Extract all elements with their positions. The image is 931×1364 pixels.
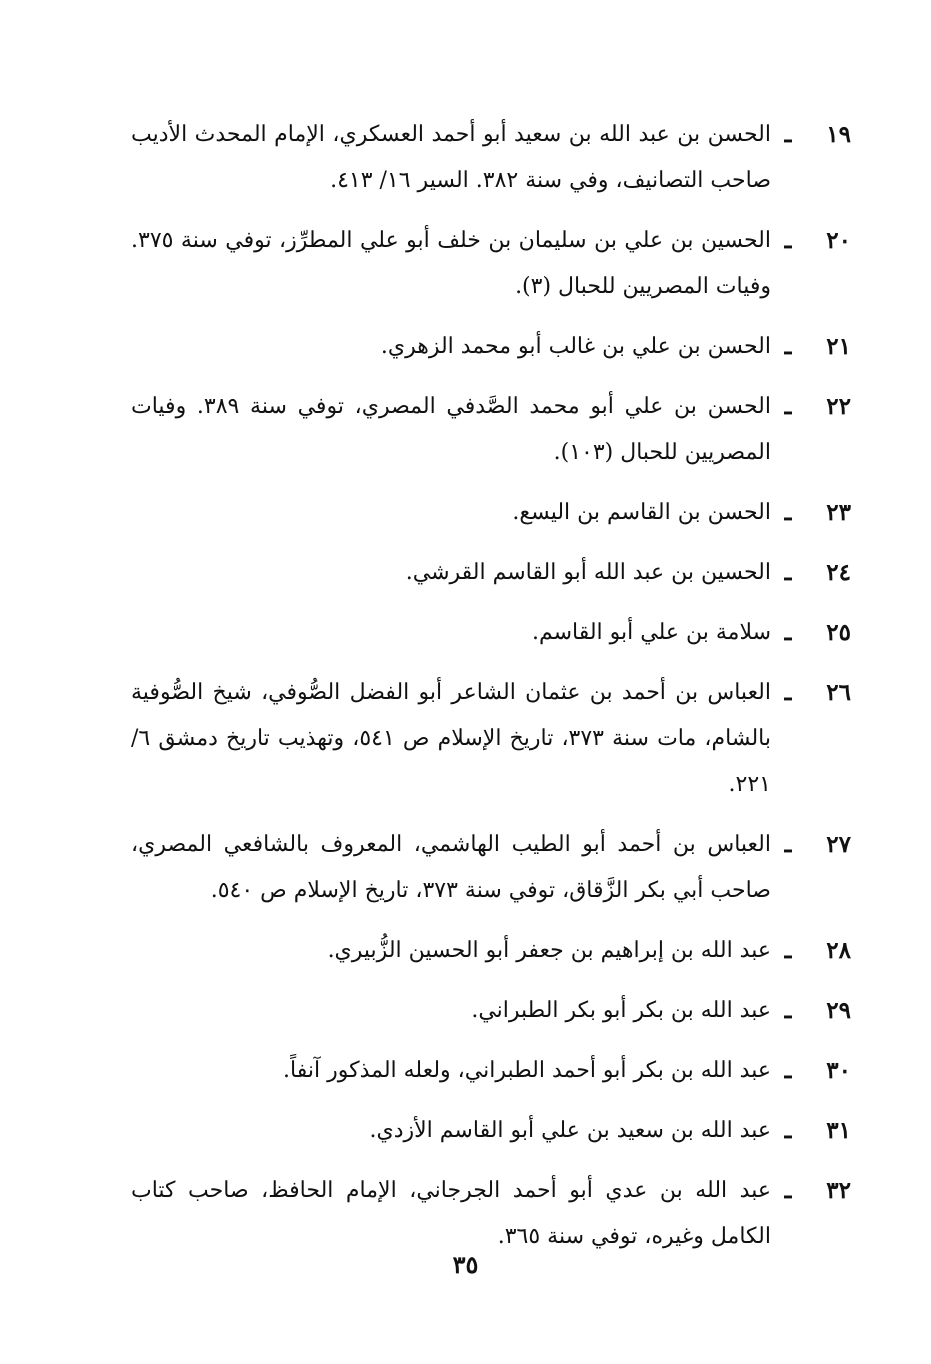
entry-separator: ـ xyxy=(784,997,792,1024)
entry-text: الحسن بن عبد الله بن سعيد أبو أحمد العسكري، الإمام المحدث الأديب صاحب التصانيف، وفي سنة ٣٨٢. السير ١٦/ ٤١٣. xyxy=(131,122,771,193)
entry-number: ٢١ xyxy=(826,333,851,360)
list-item xyxy=(131,490,851,536)
entry-text: العباس بن أحمد أبو الطيب الهاشمي، المعروف بالشافعي المصري، صاحب أبي بكر الزَّقاق، توفي سنة ٣٧٣، تاريخ الإسلام ص ٥٤٠. xyxy=(131,832,771,903)
entry-text: الحسين بن عبد الله أبو القاسم القرشي. xyxy=(405,560,771,585)
list-item xyxy=(131,324,851,370)
list-item xyxy=(131,610,851,656)
entry-number: ٢٣ xyxy=(826,499,851,526)
entry-number: ٢٨ xyxy=(826,937,851,964)
entry-number: ٣٢ xyxy=(826,1177,851,1204)
entry-number: ٢٩ xyxy=(826,997,851,1024)
list-item xyxy=(131,988,851,1034)
list-item xyxy=(131,112,851,204)
entry-separator: ـ xyxy=(784,121,792,148)
entry-separator: ـ xyxy=(784,559,792,586)
entry-number: ٢٢ xyxy=(826,393,851,420)
entry-text: الحسن بن علي بن غالب أبو محمد الزهري. xyxy=(380,334,771,359)
entry-separator: ـ xyxy=(784,227,792,254)
list-item xyxy=(131,1108,851,1154)
entry-number: ٢٥ xyxy=(826,619,851,646)
page-body xyxy=(131,112,851,1274)
list-item xyxy=(131,822,851,914)
entry-text: الحسين بن علي بن سليمان بن خلف أبو علي المطرِّز، توفي سنة ٣٧٥. وفيات المصريين للحبال (٣). xyxy=(131,228,771,299)
entry-separator: ـ xyxy=(784,619,792,646)
entry-separator: ـ xyxy=(784,1177,792,1204)
entry-text: الحسن بن القاسم بن اليسع. xyxy=(512,500,771,525)
entry-text: سلامة بن علي أبو القاسم. xyxy=(531,620,771,645)
entry-number: ٢٧ xyxy=(826,831,851,858)
list-item xyxy=(131,670,851,808)
list-item xyxy=(131,550,851,596)
entry-separator: ـ xyxy=(784,831,792,858)
entry-text: عبد الله بن إبراهيم بن جعفر أبو الحسين الزُّبيري. xyxy=(327,938,771,963)
page-number: ٣٥ xyxy=(452,1250,479,1279)
entry-text: عبد الله بن عدي أبو أحمد الجرجاني، الإمام الحافظ، صاحب كتاب الكامل وغيره، توفي سنة ٣٦٥. xyxy=(131,1178,771,1249)
entry-text: عبد الله بن سعيد بن علي أبو القاسم الأزدي. xyxy=(369,1118,771,1143)
entry-separator: ـ xyxy=(784,1057,792,1084)
entry-number: ٢٦ xyxy=(826,679,851,706)
entry-text: عبد الله بن بكر أبو بكر الطبراني. xyxy=(471,998,771,1023)
entry-text: عبد الله بن بكر أبو أحمد الطبراني، ولعله المذكور آنفاً. xyxy=(283,1058,771,1083)
entry-text: العباس بن أحمد بن عثمان الشاعر أبو الفضل الصُّوفي، شيخ الصُّوفية بالشام، مات سنة ٣٧٣، تاريخ الإسلام ص ٥٤١، وتهذيب تاريخ دمشق ٦/ ٢٢١. xyxy=(131,680,771,797)
entry-number: ٣١ xyxy=(826,1117,851,1144)
entry-separator: ـ xyxy=(784,499,792,526)
entry-separator: ـ xyxy=(784,937,792,964)
list-item xyxy=(131,928,851,974)
entry-number: ٣٠ xyxy=(826,1057,851,1084)
list-item xyxy=(131,1168,851,1260)
entry-number: ١٩ xyxy=(826,121,851,148)
entry-separator: ـ xyxy=(784,1117,792,1144)
list-item xyxy=(131,218,851,310)
entry-separator: ـ xyxy=(784,679,792,706)
list-item xyxy=(131,1048,851,1094)
list-item xyxy=(131,384,851,476)
entry-separator: ـ xyxy=(784,333,792,360)
entry-text: الحسن بن علي أبو محمد الصَّدفي المصري، توفي سنة ٣٨٩. وفيات المصريين للحبال (١٠٣). xyxy=(131,394,772,465)
entry-number: ٢٤ xyxy=(826,559,851,586)
entry-separator: ـ xyxy=(784,393,792,420)
entry-number: ٢٠ xyxy=(826,227,851,254)
